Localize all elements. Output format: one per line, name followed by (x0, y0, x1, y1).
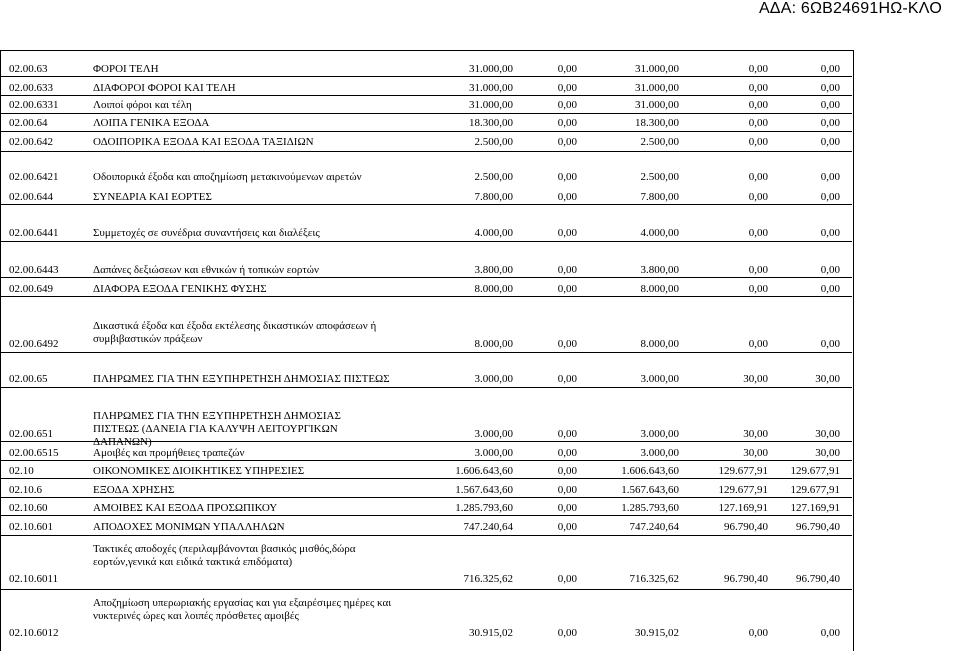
modifications: 0,00 (557, 82, 577, 94)
account-description: Δαπάνες δεξιώσεων και εθνικών ή τοπικών εορτών (93, 264, 320, 276)
final-budget: 1.567.643,60 (621, 484, 679, 496)
account-description: Αμοιβές και προμήθειες τραπεζών (93, 447, 245, 459)
row-divider (0, 441, 852, 442)
payments: 0,00 (820, 117, 840, 129)
row-divider (0, 535, 852, 536)
commitments: 0,00 (748, 283, 768, 295)
account-description: Αποζημίωση υπερωριακής εργασίας και για εξαιρέσιμες ημέρες και νυκτερινές ώρες και λοιπές πρόσθετες αμοιβές (93, 597, 392, 622)
final-budget: 3.000,00 (640, 447, 679, 459)
initial-budget: 4.000,00 (474, 227, 513, 239)
account-code: 02.00.6441 (9, 227, 59, 239)
account-description: ΣΥΝΕΔΡΙΑ ΚΑΙ ΕΟΡΤΕΣ (93, 191, 212, 203)
row-divider (0, 497, 852, 498)
row-divider (0, 277, 852, 278)
account-code: 02.00.651 (9, 428, 53, 440)
modifications: 0,00 (557, 484, 577, 496)
modifications: 0,00 (557, 447, 577, 459)
modifications: 0,00 (557, 627, 577, 639)
final-budget: 3.000,00 (640, 373, 679, 385)
account-code: 02.10.6012 (9, 627, 59, 639)
initial-budget: 31.000,00 (469, 99, 513, 111)
initial-budget: 716.325,62 (463, 573, 513, 585)
row-divider (0, 204, 852, 205)
final-budget: 8.000,00 (640, 283, 679, 295)
modifications: 0,00 (557, 428, 577, 440)
commitments: 30,00 (743, 447, 768, 459)
account-code: 02.00.649 (9, 283, 53, 295)
account-code: 02.00.6421 (9, 171, 59, 183)
initial-budget: 18.300,00 (469, 117, 513, 129)
commitments: 0,00 (748, 99, 768, 111)
account-code: 02.00.6515 (9, 447, 59, 459)
account-description: ΠΛΗΡΩΜΕΣ ΓΙΑ ΤΗΝ ΕΞΥΠΗΡΕΤΗΣΗ ΔΗΜΟΣΙΑΣ ΠΙΣΤΕΩΣ (93, 373, 390, 385)
account-description: ΟΔΟΙΠΟΡΙΚΑ ΕΞΟΔΑ ΚΑΙ ΕΞΟΔΑ ΤΑΞΙΔΙΩΝ (93, 136, 314, 148)
final-budget: 2.500,00 (640, 136, 679, 148)
row-divider (0, 76, 852, 77)
modifications: 0,00 (557, 264, 577, 276)
commitments: 0,00 (748, 227, 768, 239)
final-budget: 7.800,00 (640, 191, 679, 203)
commitments: 129.677,91 (718, 465, 768, 477)
commitments: 0,00 (748, 82, 768, 94)
account-description: ΑΜΟΙΒΕΣ ΚΑΙ ΕΞΟΔΑ ΠΡΟΣΩΠΙΚΟΥ (93, 502, 278, 514)
account-description: ΛΟΙΠΑ ΓΕΝΙΚΑ ΕΞΟΔΑ (93, 117, 210, 129)
final-budget: 30.915,02 (635, 627, 679, 639)
payments: 30,00 (815, 447, 840, 459)
final-budget: 3.800,00 (640, 264, 679, 276)
final-budget: 31.000,00 (635, 99, 679, 111)
modifications: 0,00 (557, 99, 577, 111)
account-code: 02.10.6011 (9, 573, 59, 585)
modifications: 0,00 (557, 573, 577, 585)
commitments: 129.677,91 (718, 484, 768, 496)
payments: 96.790,40 (796, 521, 840, 533)
final-budget: 1.606.643,60 (621, 465, 679, 477)
account-code: 02.00.6331 (9, 99, 59, 111)
commitments: 127.169,91 (718, 502, 768, 514)
account-code: 02.00.64 (9, 117, 48, 129)
payments: 0,00 (820, 99, 840, 111)
final-budget: 31.000,00 (635, 63, 679, 75)
final-budget: 747.240,64 (629, 521, 679, 533)
commitments: 0,00 (748, 264, 768, 276)
account-description: ΦΟΡΟΙ ΤΕΛΗ (93, 63, 159, 75)
initial-budget: 31.000,00 (469, 82, 513, 94)
modifications: 0,00 (557, 521, 577, 533)
payments: 0,00 (820, 171, 840, 183)
account-code: 02.00.6492 (9, 338, 59, 350)
account-code: 02.00.633 (9, 82, 53, 94)
modifications: 0,00 (557, 338, 577, 350)
payments: 129.677,91 (790, 484, 840, 496)
final-budget: 31.000,00 (635, 82, 679, 94)
payments: 30,00 (815, 373, 840, 385)
row-divider (0, 460, 852, 461)
modifications: 0,00 (557, 136, 577, 148)
row-divider (0, 113, 852, 114)
payments: 30,00 (815, 428, 840, 440)
modifications: 0,00 (557, 191, 577, 203)
commitments: 0,00 (748, 171, 768, 183)
final-budget: 2.500,00 (640, 171, 679, 183)
initial-budget: 8.000,00 (474, 338, 513, 350)
commitments: 30,00 (743, 373, 768, 385)
account-description: Συμμετοχές σε συνέδρια συναντήσεις και διαλέξεις (93, 227, 320, 239)
commitments: 30,00 (743, 428, 768, 440)
modifications: 0,00 (557, 465, 577, 477)
row-divider (0, 515, 852, 516)
payments: 0,00 (820, 264, 840, 276)
commitments: 96.790,40 (724, 573, 768, 585)
commitments: 0,00 (748, 627, 768, 639)
account-code: 02.00.644 (9, 191, 53, 203)
modifications: 0,00 (557, 171, 577, 183)
initial-budget: 2.500,00 (474, 171, 513, 183)
account-description: ΟΙΚΟΝΟΜΙΚΕΣ ΔΙΟΙΚΗΤΙΚΕΣ ΥΠΗΡΕΣΙΕΣ (93, 465, 305, 477)
account-description: Δικαστικά έξοδα και έξοδα εκτέλεσης δικαστικών αποφάσεων ή συμβιβαστικών πράξεων (93, 320, 377, 345)
payments: 0,00 (820, 191, 840, 203)
row-divider (0, 589, 852, 590)
commitments: 96.790,40 (724, 521, 768, 533)
account-code: 02.00.6443 (9, 264, 59, 276)
modifications: 0,00 (557, 117, 577, 129)
final-budget: 4.000,00 (640, 227, 679, 239)
payments: 0,00 (820, 227, 840, 239)
account-description: ΔΙΑΦΟΡΟΙ ΦΟΡΟΙ ΚΑΙ ΤΕΛΗ (93, 82, 236, 94)
payments: 0,00 (820, 82, 840, 94)
modifications: 0,00 (557, 283, 577, 295)
final-budget: 716.325,62 (629, 573, 679, 585)
account-code: 02.00.65 (9, 373, 48, 385)
commitments: 0,00 (748, 117, 768, 129)
account-code: 02.10.601 (9, 521, 53, 533)
row-divider (0, 241, 852, 242)
payments: 96.790,40 (796, 573, 840, 585)
account-code: 02.10.60 (9, 502, 48, 514)
initial-budget: 1.285.793,60 (455, 502, 513, 514)
initial-budget: 31.000,00 (469, 63, 513, 75)
initial-budget: 1.567.643,60 (455, 484, 513, 496)
final-budget: 18.300,00 (635, 117, 679, 129)
row-divider (0, 131, 852, 132)
initial-budget: 8.000,00 (474, 283, 513, 295)
initial-budget: 3.000,00 (474, 447, 513, 459)
payments: 129.677,91 (790, 465, 840, 477)
initial-budget: 3.000,00 (474, 373, 513, 385)
ada-watermark: ΑΔΑ: 6ΩΒ24691ΗΩ-ΚΛΟ (758, 0, 942, 17)
row-divider (0, 151, 852, 152)
account-description: Οδοιπορικά έξοδα και αποζημίωση μετακινούμενων αιρετών (93, 171, 362, 183)
row-divider (0, 296, 852, 297)
final-budget: 8.000,00 (640, 338, 679, 350)
account-code: 02.00.63 (9, 63, 48, 75)
modifications: 0,00 (557, 373, 577, 385)
modifications: 0,00 (557, 502, 577, 514)
account-description: Λοιποί φόροι και τέλη (93, 99, 192, 111)
payments: 0,00 (820, 283, 840, 295)
payments: 0,00 (820, 627, 840, 639)
account-description: ΑΠΟΔΟΧΕΣ ΜΟΝΙΜΩΝ ΥΠΑΛΛΗΛΩΝ (93, 521, 285, 533)
payments: 0,00 (820, 338, 840, 350)
commitments: 0,00 (748, 338, 768, 350)
account-code: 02.00.642 (9, 136, 53, 148)
payments: 0,00 (820, 136, 840, 148)
payments: 0,00 (820, 63, 840, 75)
account-description: ΕΞΟΔΑ ΧΡΗΣΗΣ (93, 484, 175, 496)
initial-budget: 3.800,00 (474, 264, 513, 276)
commitments: 0,00 (748, 136, 768, 148)
row-divider (0, 387, 852, 388)
row-divider (0, 478, 852, 479)
account-description: ΠΛΗΡΩΜΕΣ ΓΙΑ ΤΗΝ ΕΞΥΠΗΡΕΤΗΣΗ ΔΗΜΟΣΙΑΣ ΠΙΣΤΕΩΣ (ΔΑΝΕΙΑ ΓΙΑ ΚΑΛΥΨΗ ΛΕΙΤΟΥΡΓΙΚΩΝ ΔΑΠΑΝΩΝ) (93, 410, 341, 448)
commitments: 0,00 (748, 63, 768, 75)
payments: 127.169,91 (790, 502, 840, 514)
account-code: 02.10 (9, 465, 34, 477)
account-code: 02.10.6 (9, 484, 42, 496)
row-divider (0, 352, 852, 353)
initial-budget: 3.000,00 (474, 428, 513, 440)
commitments: 0,00 (748, 191, 768, 203)
final-budget: 1.285.793,60 (621, 502, 679, 514)
modifications: 0,00 (557, 63, 577, 75)
modifications: 0,00 (557, 227, 577, 239)
final-budget: 3.000,00 (640, 428, 679, 440)
initial-budget: 2.500,00 (474, 136, 513, 148)
row-divider (0, 95, 852, 96)
account-description: Τακτικές αποδοχές (περιλαμβάνονται βασικός μισθός,δώρα εορτών,γενικά και ειδικά τακτικά επιδόματα) (93, 543, 356, 568)
account-description: ΔΙΑΦΟΡΑ ΕΞΟΔΑ ΓΕΝΙΚΗΣ ΦΥΣΗΣ (93, 283, 267, 295)
initial-budget: 1.606.643,60 (455, 465, 513, 477)
initial-budget: 30.915,02 (469, 627, 513, 639)
initial-budget: 747.240,64 (463, 521, 513, 533)
initial-budget: 7.800,00 (474, 191, 513, 203)
